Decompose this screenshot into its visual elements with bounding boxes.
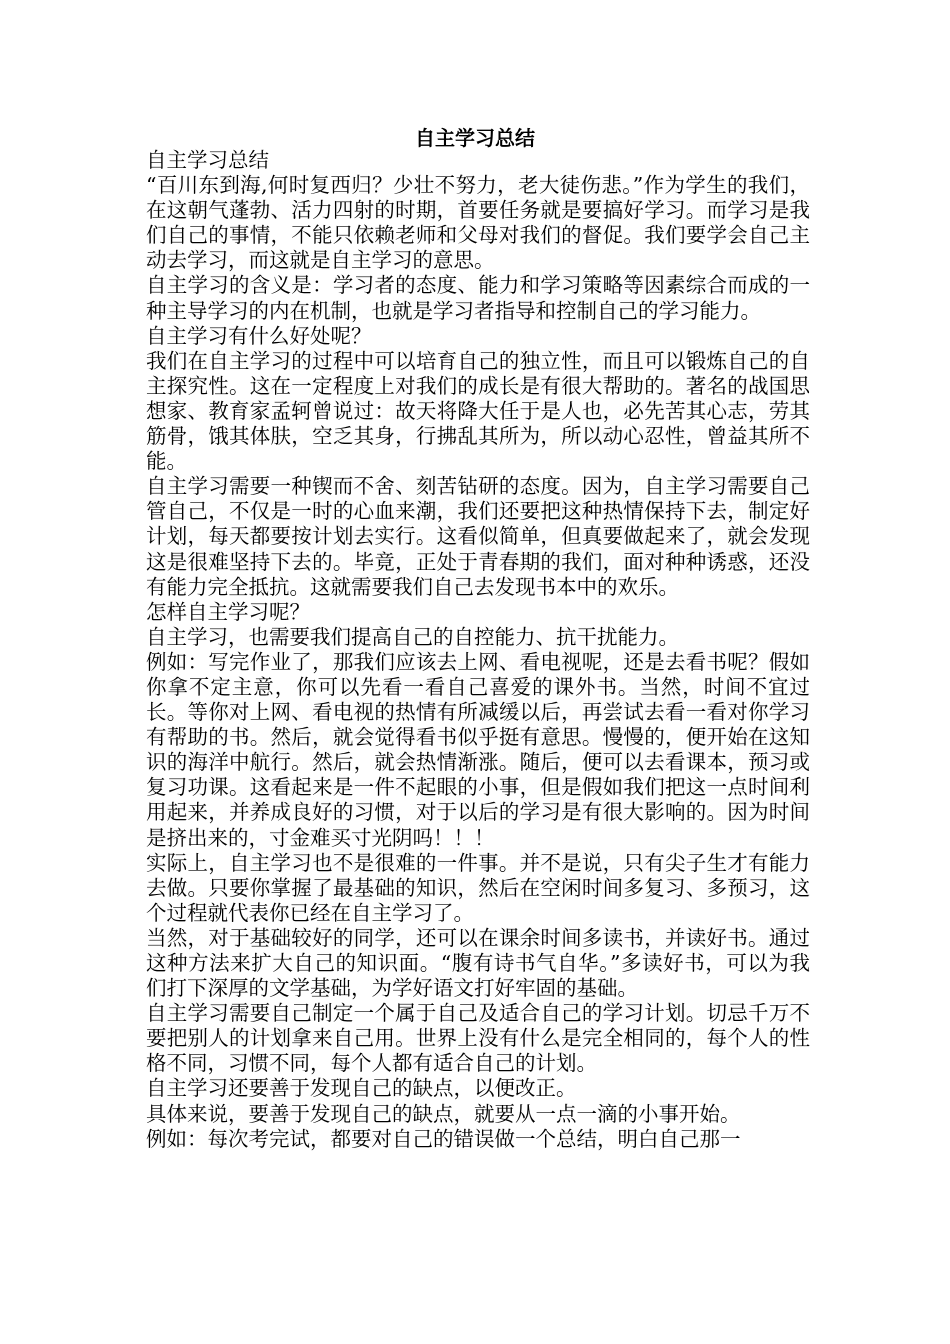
paragraph: 具体来说，要善于发现自己的缺点，就要从一点一滴的小事开始。 [146,1101,741,1126]
paragraph: 自主学习的含义是：学习者的态度、能力和学习策略等因素综合而成的一种主导学习的内在机制，也就是学习者指导和控制自己的学习能力。 [146,273,810,323]
paragraph: 自主学习需要一种锲而不舍、刻苦钻研的态度。因为，自主学习需要自己管自己，不仅是一时的心血来潮，我们还要把这种热情保持下去，制定好计划，每天都要按计划去实行。这看似简单，但真要做起来了，就会发现这是很难坚持下去的。毕竟，正处于青春期的我们，面对种种诱惑，还没有能力完全抵抗。这就需要我们自己去发现书本中的欢乐。 [146,474,810,599]
paragraph: 实际上，自主学习也不是很难的一件事。并不是说，只有尖子生才有能力去做。只要你掌握了最基础的知识，然后在空闲时间多复习、多预习，这个过程就代表你已经在自主学习了。 [146,850,810,925]
paragraph: 自主学习需要自己制定一个属于自己及适合自己的学习计划。切忌千万不要把别人的计划拿来自己用。世界上没有什么是完全相同的，每个人的性格不同，习惯不同，每个人都有适合自己的计划。 [146,1001,810,1076]
paragraph: 自主学习还要善于发现自己的缺点，以便改正。 [146,1076,577,1101]
paragraph: 怎样自主学习呢？ [146,599,310,624]
document-body [146,148,810,1152]
paragraph: 当然，对于基础较好的同学，还可以在课余时间多读书，并读好书。通过这种方法来扩大自己的知识面。“腹有诗书气自华。”多读好书，可以为我们打下深厚的文学基础，为学好语文打好牢固的基础。 [146,925,810,1001]
paragraph: 例如：写完作业了，那我们应该去上网、看电视呢，还是去看书呢？假如你拿不定主意，你可以先看一看自己喜爱的课外书。当然，时间不宜过长。等你对上网、看电视的热情有所减缓以后，再尝试去看一看对你学习有帮助的书。然后，就会觉得看书似乎挺有意思。慢慢的，便开始在这知识的海洋中航行。然后，就会热情渐涨。随后，便可以去看课本，预习或复习功课。这看起来是一件不起眼的小事，但是假如我们把这一点时间利用起来，并养成良好的习惯，对于以后的学习是有很大影响的。因为时间是挤出来的，寸金难买寸光阴吗！！！ [146,649,810,850]
paragraph: 例如：每次考完试，都要对自己的错误做一个总结，明白自己那一 [146,1126,741,1151]
paragraph: “百川东到海,何时复西归？少壮不努力，老大徒伤悲。”作为学生的我们，在这朝气蓬勃、活力四射的时期，首要任务就是要搞好学习。而学习是我们自己的事情，不能只依赖老师和父母对我们的督促。我们要学会自己主动去学习，而这就是自主学习的意思。 [146,173,810,273]
paragraph: 自主学习，也需要我们提高自己的自控能力、抗干扰能力。 [146,624,679,649]
paragraph: 我们在自主学习的过程中可以培育自己的独立性，而且可以锻炼自己的自主探究性。这在一定程度上对我们的成长是有很大帮助的。著名的战国思想家、教育家孟轲曾说过：故天将降大任于是人也，必先苦其心志，劳其筋骨，饿其体肤，空乏其身，行拂乱其所为，所以动心忍性，曾益其所不能。 [146,348,810,474]
paragraph: 自主学习有什么好处呢？ [146,323,372,348]
document-title: 自主学习总结 [415,126,535,150]
paragraph: 自主学习总结 [146,148,269,172]
